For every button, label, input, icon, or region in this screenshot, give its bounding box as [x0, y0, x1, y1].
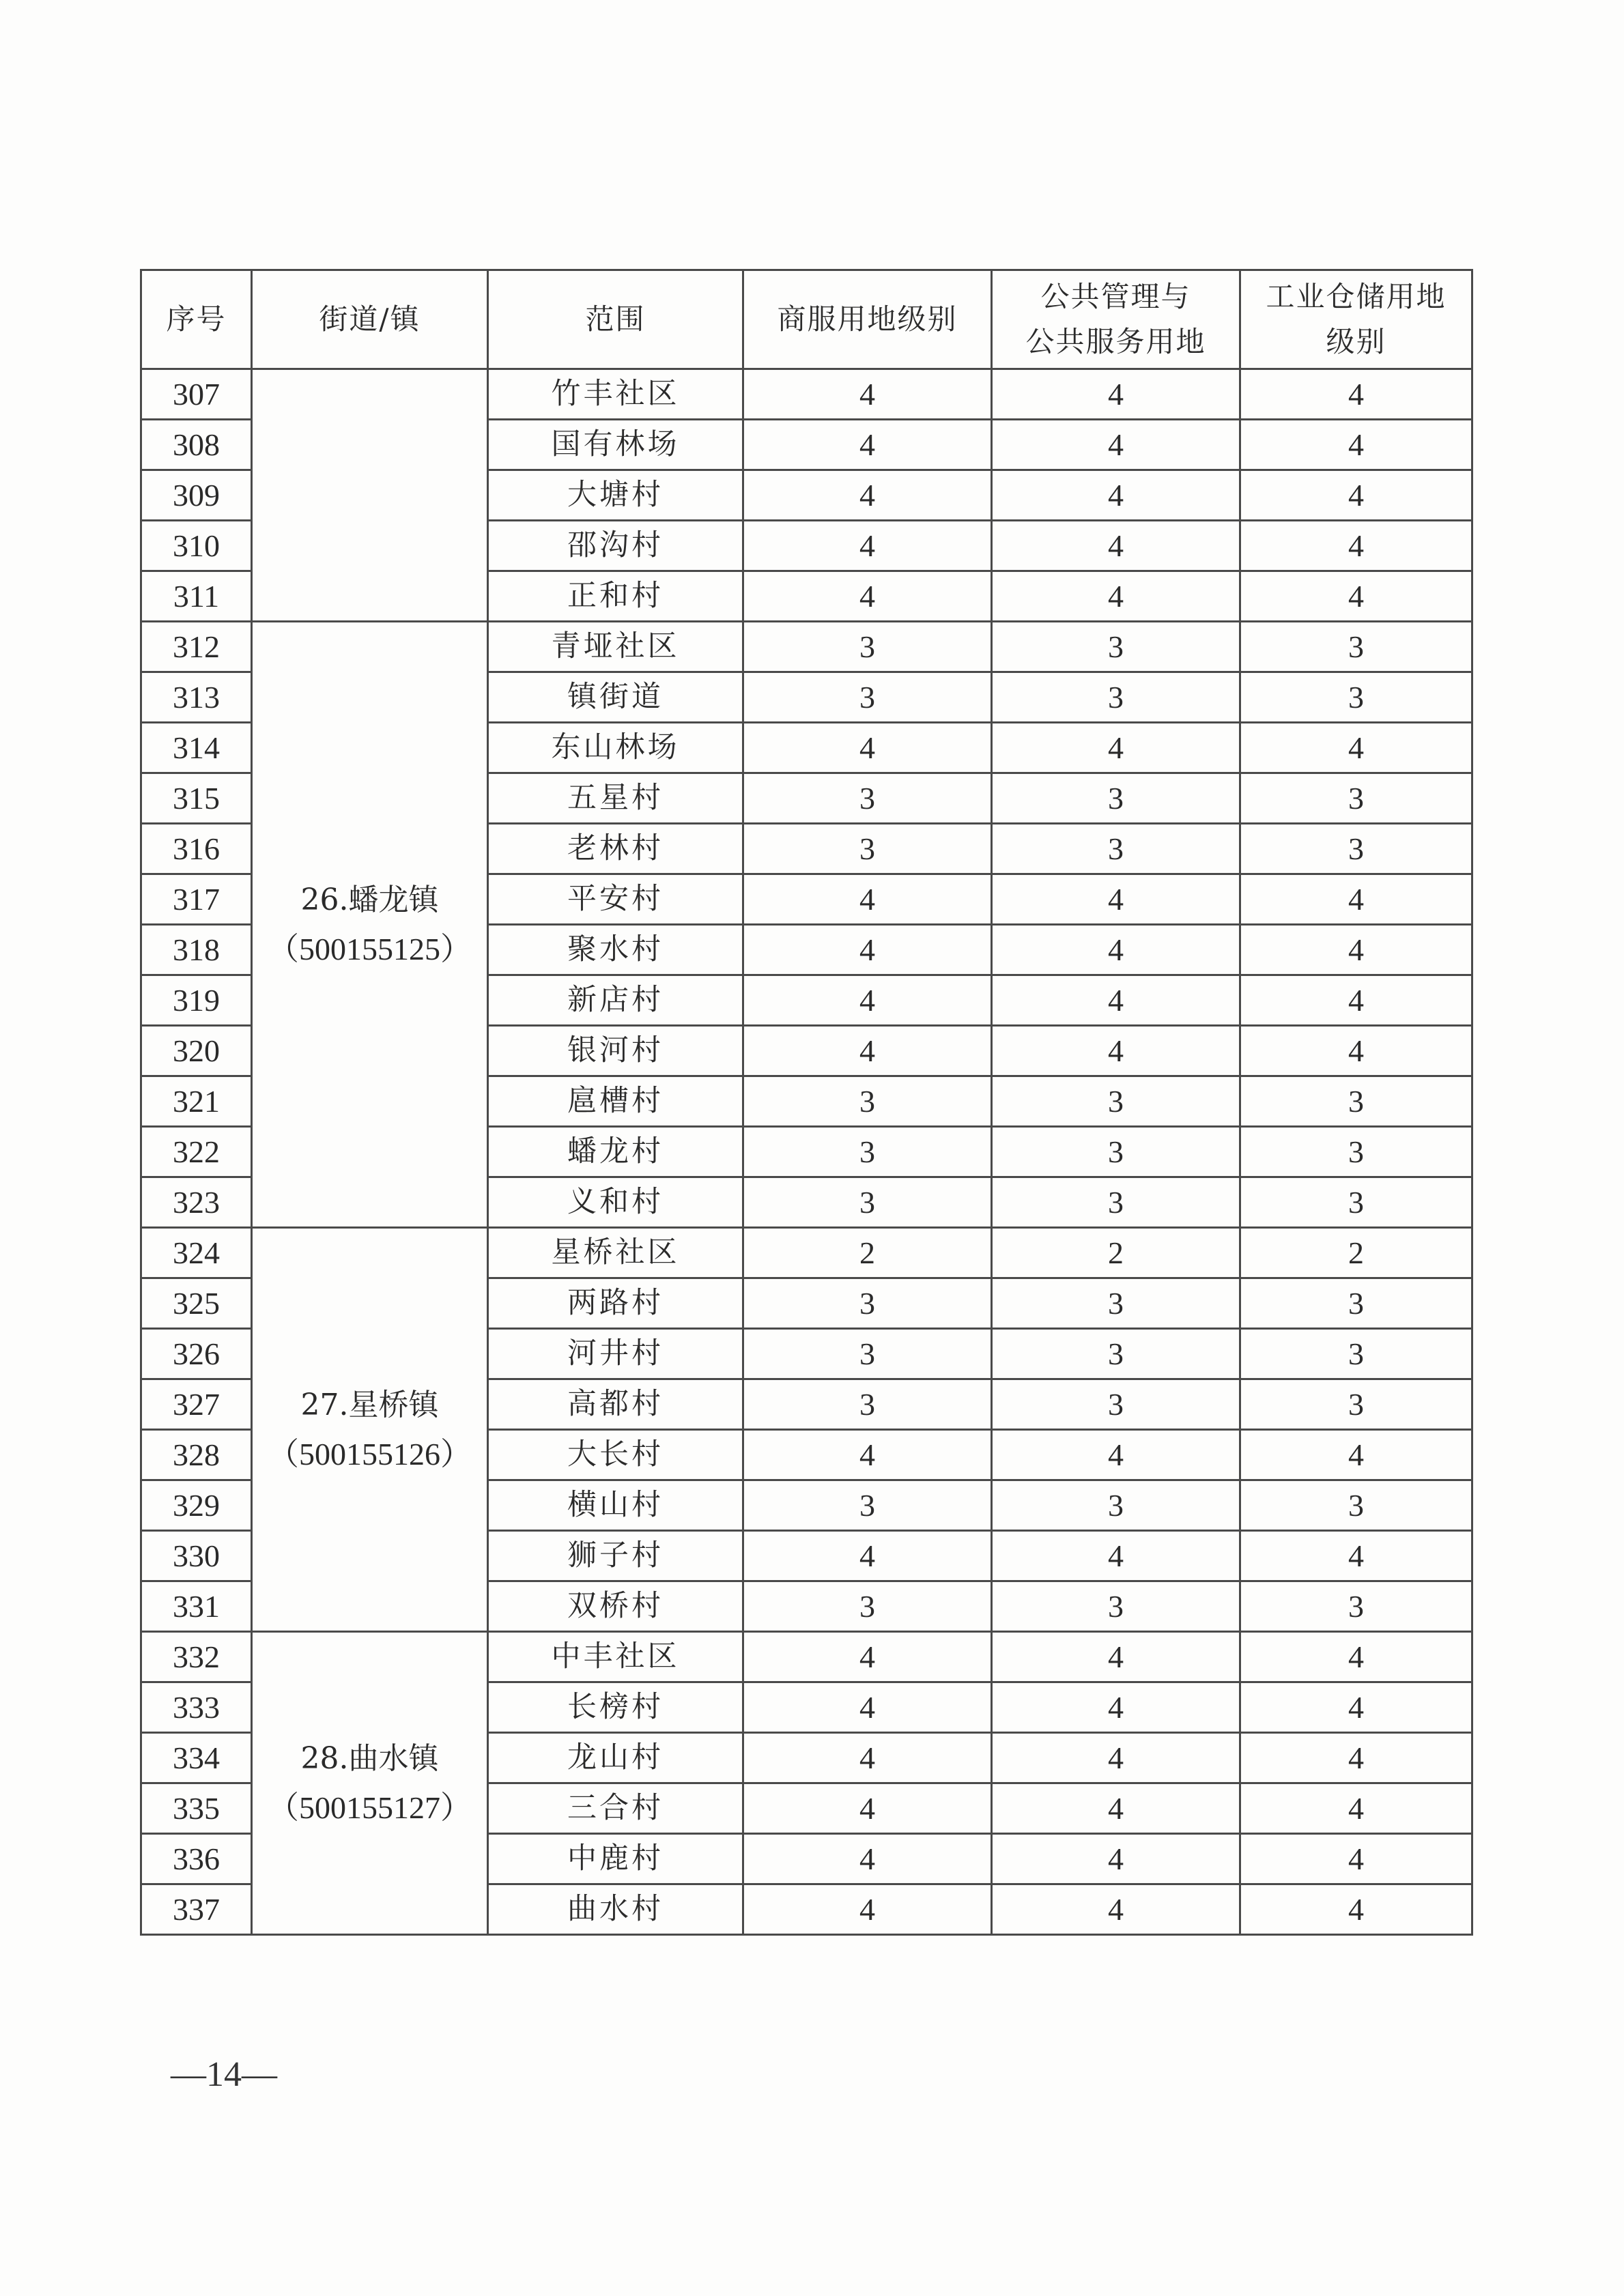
- grade-value: 4: [743, 571, 992, 622]
- area-name: 大长村: [488, 1430, 743, 1480]
- grade-value: 3: [743, 1076, 992, 1127]
- area-name: 狮子村: [488, 1531, 743, 1581]
- row-number: 322: [141, 1127, 252, 1177]
- area-name: 曲水村: [488, 1884, 743, 1935]
- grade-value: 4: [1240, 1026, 1472, 1076]
- grade-value: 4: [992, 1733, 1240, 1783]
- grade-value: 3: [1240, 1329, 1472, 1379]
- area-name: 平安村: [488, 874, 743, 925]
- area-name: 镇街道: [488, 672, 743, 723]
- row-number: 328: [141, 1430, 252, 1480]
- area-name: 青垭社区: [488, 622, 743, 672]
- grade-value: 4: [1240, 1733, 1472, 1783]
- grade-value: 4: [992, 1783, 1240, 1834]
- row-number: 329: [141, 1480, 252, 1531]
- grade-value: 3: [992, 1329, 1240, 1379]
- row-number: 311: [141, 571, 252, 622]
- grade-value: 3: [743, 622, 992, 672]
- town-code: （500155125）: [268, 931, 472, 966]
- town-cell: [252, 1632, 488, 1935]
- row-number: 316: [141, 824, 252, 874]
- grade-value: 4: [992, 925, 1240, 975]
- town-name: 27.星桥镇: [300, 1387, 439, 1422]
- grade-value: 3: [1240, 1278, 1472, 1329]
- grade-value: 4: [743, 420, 992, 470]
- grade-value: 3: [992, 1278, 1240, 1329]
- grade-value: 3: [992, 672, 1240, 723]
- grade-value: 4: [743, 369, 992, 420]
- grade-value: 4: [743, 470, 992, 521]
- grade-value: 4: [992, 874, 1240, 925]
- grade-value: 3: [1240, 622, 1472, 672]
- row-number: 336: [141, 1834, 252, 1884]
- grade-value: 4: [1240, 521, 1472, 571]
- area-name: 蟠龙村: [488, 1127, 743, 1177]
- town-cell: [252, 622, 488, 1228]
- grade-value: 3: [992, 1379, 1240, 1430]
- grade-value: 2: [1240, 1228, 1472, 1278]
- grade-value: 2: [743, 1228, 992, 1278]
- grade-value: 4: [743, 975, 992, 1026]
- area-name: 河井村: [488, 1329, 743, 1379]
- grade-value: 3: [1240, 1127, 1472, 1177]
- grade-value: 3: [992, 824, 1240, 874]
- grade-value: 3: [1240, 1581, 1472, 1632]
- row-number: 312: [141, 622, 252, 672]
- grade-value: 4: [743, 723, 992, 773]
- grade-value: 3: [992, 622, 1240, 672]
- column-header: 工业仓储用地 级别: [1240, 270, 1472, 369]
- grade-value: 4: [992, 521, 1240, 571]
- area-name: 五星村: [488, 773, 743, 824]
- grade-value: 3: [743, 1480, 992, 1531]
- column-header: 商服用地级别: [743, 270, 992, 369]
- row-number: 319: [141, 975, 252, 1026]
- grade-value: 4: [992, 470, 1240, 521]
- area-name: 国有林场: [488, 420, 743, 470]
- row-number: 325: [141, 1278, 252, 1329]
- grade-value: 4: [743, 1026, 992, 1076]
- grade-value: 4: [992, 1026, 1240, 1076]
- grade-value: 3: [743, 1177, 992, 1228]
- land-grade-table: [140, 269, 1473, 1936]
- area-name: 大塘村: [488, 470, 743, 521]
- row-number: 320: [141, 1026, 252, 1076]
- grade-value: 4: [992, 1884, 1240, 1935]
- grade-value: 3: [743, 773, 992, 824]
- row-number: 324: [141, 1228, 252, 1278]
- grade-value: 3: [1240, 773, 1472, 824]
- row-number: 310: [141, 521, 252, 571]
- grade-value: 4: [1240, 975, 1472, 1026]
- grade-value: 4: [1240, 1884, 1472, 1935]
- page-number: —14—: [171, 2055, 277, 2094]
- grade-value: 4: [743, 925, 992, 975]
- grade-value: 4: [1240, 1834, 1472, 1884]
- grade-value: 4: [743, 1531, 992, 1581]
- grade-value: 4: [992, 975, 1240, 1026]
- area-name: 义和村: [488, 1177, 743, 1228]
- row-number: 334: [141, 1733, 252, 1783]
- grade-value: 4: [743, 1682, 992, 1733]
- grade-value: 3: [1240, 1177, 1472, 1228]
- header-row: [141, 270, 1472, 369]
- grade-value: 4: [992, 1430, 1240, 1480]
- row-number: 313: [141, 672, 252, 723]
- area-name: 中鹿村: [488, 1834, 743, 1884]
- grade-value: 4: [992, 1531, 1240, 1581]
- area-name: 双桥村: [488, 1581, 743, 1632]
- grade-value: 4: [1240, 723, 1472, 773]
- grade-value: 4: [743, 1834, 992, 1884]
- area-name: 三合村: [488, 1783, 743, 1834]
- town-cell: [252, 1228, 488, 1632]
- table-row: [141, 369, 1472, 420]
- grade-value: 4: [992, 369, 1240, 420]
- table-row: [141, 622, 1472, 672]
- area-name: 高都村: [488, 1379, 743, 1430]
- town-name: 28.曲水镇: [300, 1740, 439, 1776]
- area-name: 东山林场: [488, 723, 743, 773]
- grade-value: 3: [743, 1581, 992, 1632]
- row-number: 315: [141, 773, 252, 824]
- area-name: 竹丰社区: [488, 369, 743, 420]
- grade-value: 4: [743, 1733, 992, 1783]
- grade-value: 4: [992, 1682, 1240, 1733]
- grade-value: 4: [1240, 1430, 1472, 1480]
- row-number: 337: [141, 1884, 252, 1935]
- area-name: 龙山村: [488, 1733, 743, 1783]
- grade-value: 4: [992, 571, 1240, 622]
- grade-value: 3: [992, 1177, 1240, 1228]
- grade-value: 4: [743, 521, 992, 571]
- area-name: 扈槽村: [488, 1076, 743, 1127]
- grade-value: 3: [1240, 672, 1472, 723]
- area-name: 新店村: [488, 975, 743, 1026]
- grade-value: 3: [992, 1127, 1240, 1177]
- town-code: （500155126）: [268, 1436, 472, 1472]
- row-number: 318: [141, 925, 252, 975]
- row-number: 321: [141, 1076, 252, 1127]
- grade-value: 2: [992, 1228, 1240, 1278]
- column-header: 街道/镇: [252, 270, 488, 369]
- grade-value: 4: [1240, 925, 1472, 975]
- grade-value: 4: [1240, 1531, 1472, 1581]
- grade-value: 3: [1240, 1076, 1472, 1127]
- grade-value: 4: [1240, 874, 1472, 925]
- row-number: 330: [141, 1531, 252, 1581]
- grade-value: 4: [743, 1884, 992, 1935]
- grade-value: 4: [1240, 1632, 1472, 1682]
- grade-value: 4: [992, 1834, 1240, 1884]
- row-number: 335: [141, 1783, 252, 1834]
- row-number: 314: [141, 723, 252, 773]
- area-name: 邵沟村: [488, 521, 743, 571]
- grade-value: 3: [743, 1127, 992, 1177]
- grade-value: 4: [1240, 1783, 1472, 1834]
- row-number: 323: [141, 1177, 252, 1228]
- grade-value: 3: [743, 1329, 992, 1379]
- grade-value: 4: [992, 1632, 1240, 1682]
- grade-value: 4: [743, 874, 992, 925]
- grade-value: 3: [1240, 1480, 1472, 1531]
- row-number: 307: [141, 369, 252, 420]
- grade-value: 3: [743, 1379, 992, 1430]
- grade-value: 4: [1240, 571, 1472, 622]
- area-name: 中丰社区: [488, 1632, 743, 1682]
- column-header: 公共管理与 公共服务用地: [992, 270, 1240, 369]
- town-name: 26.蟠龙镇: [300, 882, 439, 917]
- column-header: 范围: [488, 270, 743, 369]
- grade-value: 3: [992, 1076, 1240, 1127]
- grade-value: 3: [743, 824, 992, 874]
- grade-value: 3: [743, 672, 992, 723]
- town-code: （500155127）: [268, 1790, 472, 1825]
- area-name: 老林村: [488, 824, 743, 874]
- area-name: 长榜村: [488, 1682, 743, 1733]
- row-number: 327: [141, 1379, 252, 1430]
- row-number: 326: [141, 1329, 252, 1379]
- grade-value: 4: [743, 1430, 992, 1480]
- table-row: [141, 1228, 1472, 1278]
- row-number: 333: [141, 1682, 252, 1733]
- grade-value: 4: [1240, 1682, 1472, 1733]
- grade-value: 3: [1240, 824, 1472, 874]
- table-body: [141, 369, 1472, 1935]
- area-name: 聚水村: [488, 925, 743, 975]
- grade-value: 3: [992, 1480, 1240, 1531]
- area-name: 星桥社区: [488, 1228, 743, 1278]
- grade-value: 4: [992, 723, 1240, 773]
- area-name: 银河村: [488, 1026, 743, 1076]
- grade-value: 3: [743, 1278, 992, 1329]
- area-name: 两路村: [488, 1278, 743, 1329]
- area-name: 正和村: [488, 571, 743, 622]
- grade-value: 3: [1240, 1379, 1472, 1430]
- grade-value: 4: [1240, 369, 1472, 420]
- grade-value: 3: [992, 1581, 1240, 1632]
- grade-value: 4: [743, 1632, 992, 1682]
- grade-value: 4: [1240, 470, 1472, 521]
- column-header: 序号: [141, 270, 252, 369]
- row-number: 332: [141, 1632, 252, 1682]
- table-header: [141, 270, 1472, 369]
- row-number: 308: [141, 420, 252, 470]
- grade-value: 4: [743, 1783, 992, 1834]
- grade-value: 4: [1240, 420, 1472, 470]
- area-name: 横山村: [488, 1480, 743, 1531]
- grade-value: 4: [992, 420, 1240, 470]
- town-cell: [252, 369, 488, 622]
- row-number: 331: [141, 1581, 252, 1632]
- grade-value: 3: [992, 773, 1240, 824]
- table-row: [141, 1632, 1472, 1682]
- row-number: 317: [141, 874, 252, 925]
- row-number: 309: [141, 470, 252, 521]
